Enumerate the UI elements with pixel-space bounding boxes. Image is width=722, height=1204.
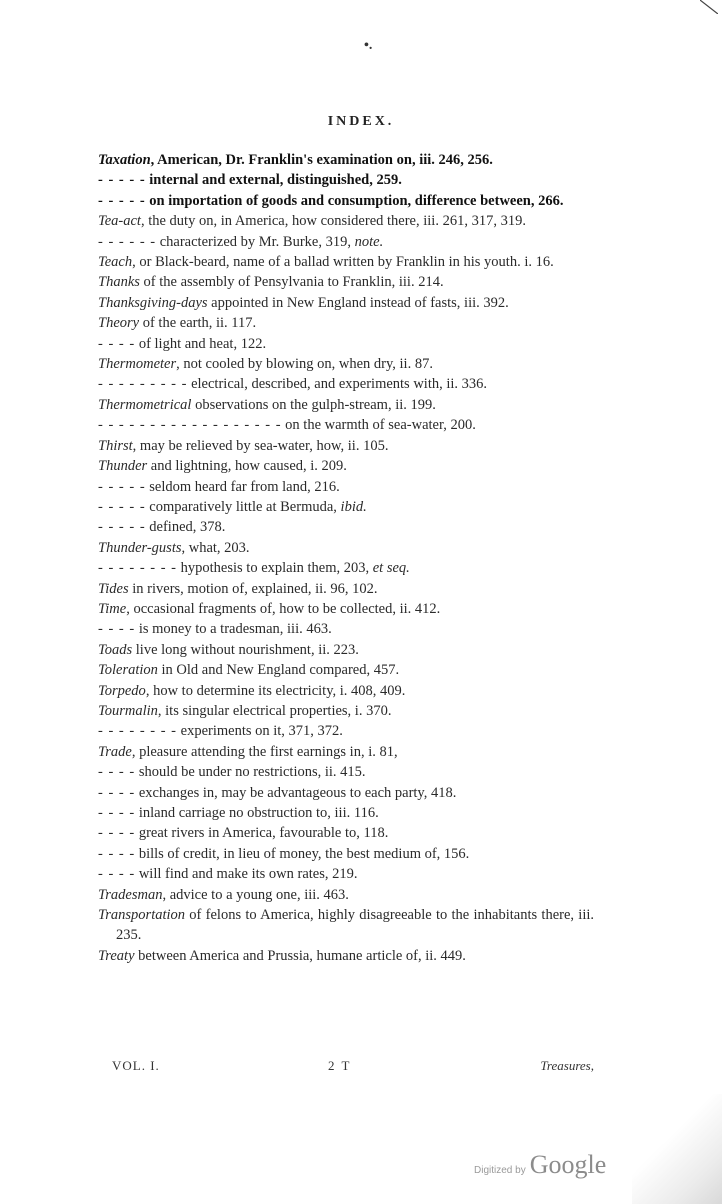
index-entry: [98, 579, 594, 599]
entry-text: and lightning, how caused, i. 209.: [147, 458, 347, 475]
index-entry: [98, 864, 594, 884]
index-entry: [98, 762, 594, 782]
entry-headword: Transportation: [98, 907, 186, 924]
entry-italic-tail: ibid.: [340, 498, 367, 515]
entry-ditto-dashes: - - - -: [98, 764, 136, 781]
entry-headword: Trade: [98, 743, 132, 760]
entry-text: , how to determine its electricity, i. 408, 409.: [145, 682, 406, 699]
index-entry: [98, 599, 594, 619]
catchword: Treasures,: [540, 1058, 594, 1073]
index-entry: [98, 742, 594, 762]
entry-text: , not cooled by blowing on, when dry, ii. 87.: [176, 356, 433, 373]
entry-text: exchanges in, may be advantageous to each party, 418.: [135, 784, 457, 801]
entry-ditto-dashes: - - - -: [98, 805, 136, 821]
entry-headword: Thermometer: [98, 356, 177, 373]
index-entry: [98, 517, 594, 537]
top-printer-mark: •.: [364, 38, 373, 53]
entry-text: hypothesis to explain them, 203,: [177, 560, 373, 577]
entry-headword: Time: [98, 600, 127, 617]
index-entry: [98, 334, 594, 354]
entry-text: of the assembly of Pensylvania to Franklin, iii. 214.: [139, 274, 444, 291]
entry-ditto-dashes: - - - - -: [98, 498, 146, 515]
entry-text: , the duty on, in America, how considered there, iii. 261, 317, 319.: [140, 213, 526, 230]
index-entry: [98, 905, 594, 946]
index-entry: [98, 640, 594, 660]
index-entry: [98, 844, 594, 864]
entry-text: on the warmth of sea-water, 200.: [281, 417, 476, 434]
index-entry: [98, 538, 594, 558]
entry-text: internal and external, distinguished, 259.: [145, 172, 402, 189]
entry-headword: Thanks: [98, 274, 140, 291]
entry-text: of felons to America, highly disagreeable to the inhabitants there, iii. 235.: [116, 907, 594, 944]
index-entry: [98, 354, 594, 374]
watermark-prefix: Digitized by: [474, 1165, 526, 1176]
index-entry: [98, 885, 594, 905]
entry-text: of the earth, ii. 117.: [139, 315, 257, 332]
index-entry: [98, 660, 594, 680]
entry-text: between America and Prussia, humane article of, ii. 449.: [134, 947, 466, 964]
entry-text: , or Black-beard, name of a ballad written by Franklin in his youth. i. 16.: [132, 254, 554, 271]
entry-ditto-dashes: - - - - - - - - -: [98, 376, 188, 393]
entry-text: experiments on it, 371, 372.: [177, 723, 343, 740]
index-entry: [98, 252, 594, 272]
entry-text: bills of credit, in lieu of money, the best medium of, 156.: [135, 845, 470, 862]
entry-text: electrical, described, and experiments with, ii. 336.: [187, 376, 488, 393]
index-entry: [98, 232, 594, 252]
entry-text: , advice to a young one, iii. 463.: [162, 886, 349, 903]
entry-headword: Toleration: [98, 662, 158, 679]
entry-headword: Teach: [98, 254, 133, 271]
entry-headword: Treaty: [98, 947, 135, 964]
entry-headword: Tides: [98, 580, 129, 597]
index-entry: [98, 170, 594, 190]
entry-headword: Thunder-gusts: [98, 539, 182, 556]
entry-text: , may be relieved by sea-water, how, ii. 105.: [132, 437, 389, 454]
entry-text: observations on the gulph-stream, ii. 199.: [191, 396, 436, 413]
index-entry: [98, 477, 594, 497]
entry-headword: Thirst: [98, 437, 133, 454]
entry-headword: Thanksgiving-days: [98, 294, 208, 311]
page-heading: INDEX.: [327, 114, 395, 129]
volume-label: VOL. I.: [112, 1058, 160, 1073]
index-entry: [98, 823, 594, 843]
index-entry: [98, 313, 594, 333]
index-entry: [98, 374, 594, 394]
entry-ditto-dashes: - - - -: [98, 845, 136, 862]
entry-headword: Thunder: [98, 458, 148, 475]
entry-headword: Tea-act: [98, 213, 141, 230]
index-entry: [98, 619, 594, 639]
entry-headword: Thermometrical: [98, 396, 192, 413]
entry-text: of light and heat, 122.: [135, 335, 267, 352]
entry-italic-tail: note.: [354, 233, 384, 250]
index-entry: [98, 456, 594, 476]
entry-text: live long without nourishment, ii. 223.: [132, 641, 359, 658]
index-entry: [98, 211, 594, 231]
index-entry: [98, 681, 594, 701]
entry-text: in rivers, motion of, explained, ii. 96, 102.: [128, 580, 378, 597]
page-edge-mark-icon: [700, 0, 718, 14]
entry-ditto-dashes: - - - - -: [98, 478, 146, 495]
index-entry: [98, 946, 594, 966]
index-entry: [98, 395, 594, 415]
entry-ditto-dashes: - - - -: [98, 866, 136, 883]
entry-ditto-dashes: - - - -: [98, 335, 136, 352]
entry-text: , American, Dr. Franklin's examination on, iii. 246, 256.: [150, 152, 493, 168]
entry-text: defined, 378.: [145, 519, 226, 536]
entry-ditto-dashes: - - - -: [98, 825, 136, 842]
index-entry: [98, 293, 594, 313]
entry-ditto-dashes: - - - - -: [98, 519, 146, 536]
index-entry: [98, 436, 594, 456]
index-entry: [98, 721, 594, 741]
entry-text: in Old and New England compared, 457.: [157, 662, 400, 679]
index-entry: [98, 272, 594, 292]
entry-ditto-dashes: - - - - -: [98, 192, 146, 209]
entry-headword: Toads: [98, 641, 133, 658]
entry-text: will find and make its own rates, 219.: [135, 866, 358, 883]
entry-ditto-dashes: - - - - - - - -: [98, 723, 178, 740]
entry-text: , occasional fragments of, how to be collected, ii. 412.: [126, 600, 441, 617]
entry-text: , pleasure attending the first earnings in, i. 81,: [131, 743, 398, 760]
entry-ditto-dashes: - - - - - -: [98, 233, 157, 250]
entry-ditto-dashes: - - - -: [98, 621, 136, 638]
page-corner-shadow: [632, 1094, 722, 1204]
entry-text: should be under no restrictions, ii. 415.: [135, 764, 366, 781]
entry-text: comparatively little at Bermuda,: [145, 498, 341, 515]
index-entry: [98, 415, 594, 435]
index-entry: [98, 191, 594, 211]
watermark-logo: Google: [529, 1150, 607, 1179]
entry-text: great rivers in America, favourable to, 118.: [135, 825, 389, 842]
entry-text: inland carriage no obstruction to, iii. 116.: [135, 805, 379, 821]
entry-text: appointed in New England instead of fasts, iii. 392.: [207, 294, 509, 311]
entry-text: characterized by Mr. Burke, 319,: [156, 233, 355, 250]
entry-ditto-dashes: - - - - - - - -: [98, 560, 178, 577]
index-entry: [98, 150, 594, 170]
index-entries: [98, 150, 594, 966]
entry-headword: Tourmalin: [98, 702, 158, 719]
entry-headword: Taxation: [98, 152, 151, 168]
entry-headword: Theory: [98, 315, 140, 332]
index-entry: [98, 783, 594, 803]
index-entry: [98, 803, 594, 823]
index-entry: [98, 497, 594, 517]
index-entry: [98, 701, 594, 721]
entry-text: , what, 203.: [181, 539, 250, 556]
entry-ditto-dashes: - - - - -: [98, 172, 146, 189]
entry-ditto-dashes: - - - -: [98, 784, 136, 801]
entry-italic-tail: et seq.: [372, 560, 410, 577]
entry-headword: Tradesman: [98, 886, 163, 903]
entry-text: , its singular electrical properties, i. 370.: [157, 702, 392, 719]
index-entry: [98, 558, 594, 578]
entry-text: is money to a tradesman, iii. 463.: [135, 621, 332, 638]
entry-ditto-dashes: - - - - - - - - - - - - - - - - - -: [98, 417, 282, 434]
entry-headword: Torpedo: [98, 682, 146, 699]
digitized-watermark: [474, 1150, 606, 1180]
entry-text: seldom heard far from land, 216.: [145, 478, 340, 495]
entry-text: on importation of goods and consumption, difference between, 266.: [145, 192, 564, 209]
signature-mark: 2 T: [328, 1058, 352, 1073]
